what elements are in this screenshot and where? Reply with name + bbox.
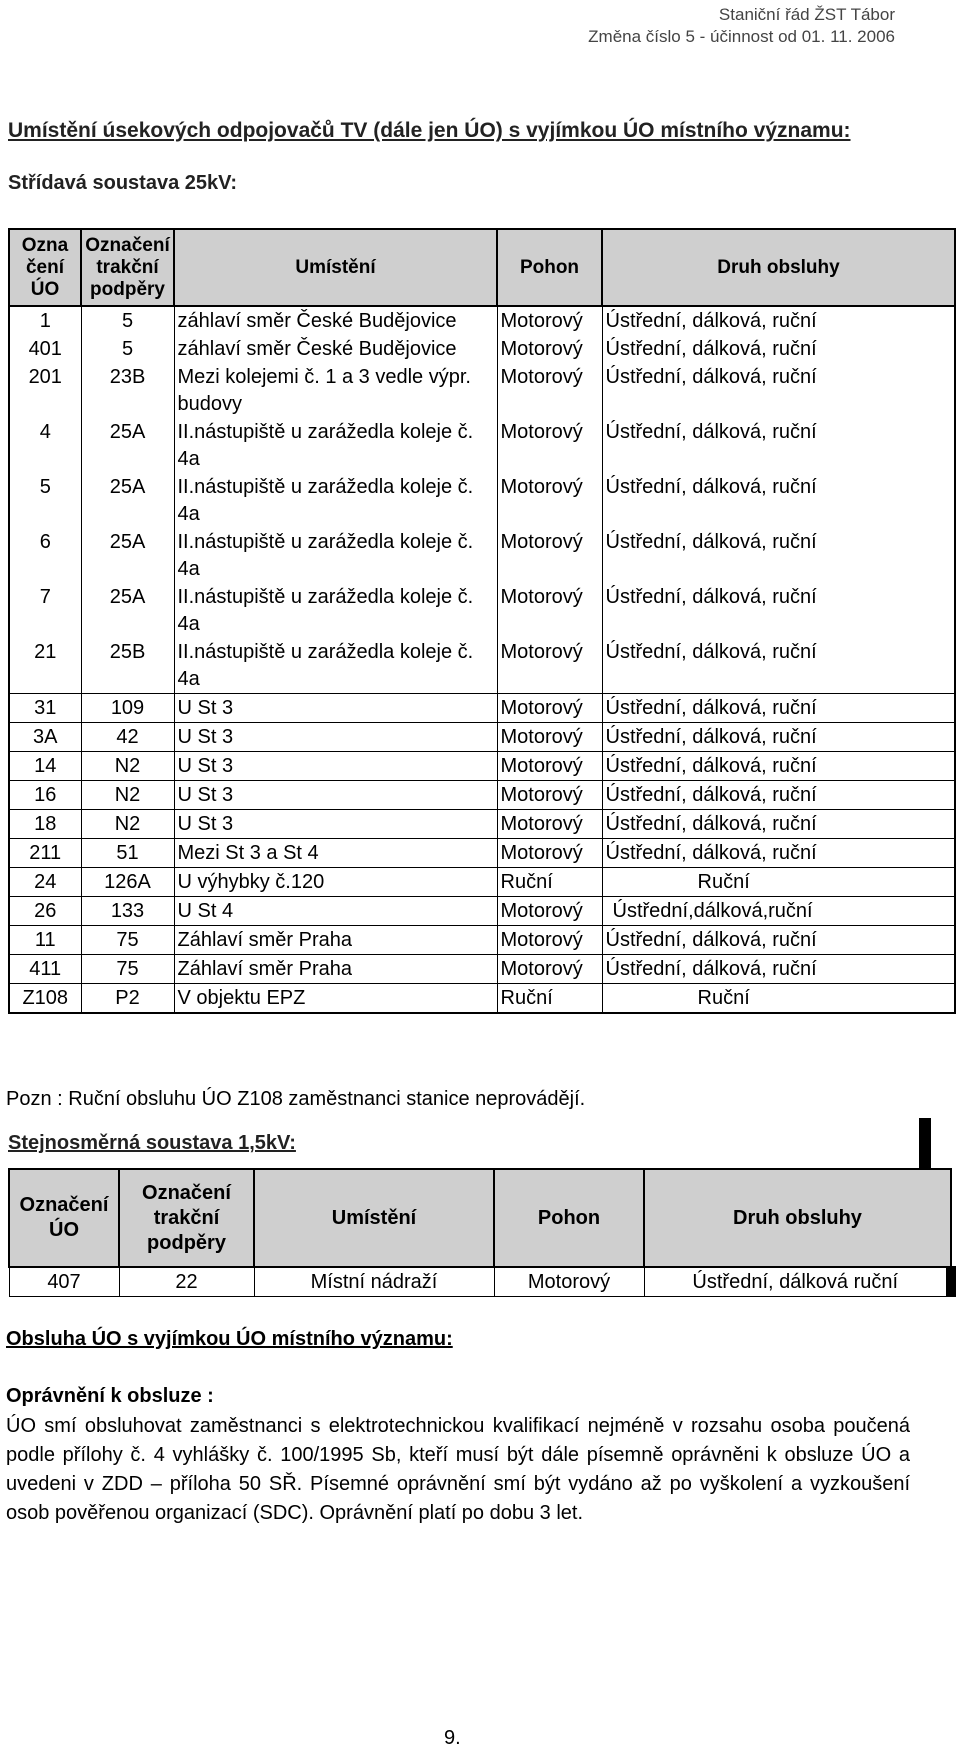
cell-uo: 5 bbox=[9, 473, 81, 528]
cell-podpera: 109 bbox=[81, 694, 174, 723]
cell-pohon: Motorový bbox=[497, 752, 602, 781]
cell-pohon: Ruční bbox=[497, 868, 602, 897]
table-row bbox=[9, 984, 955, 1014]
table-row bbox=[9, 473, 955, 528]
cell-podpera: 25A bbox=[81, 418, 174, 473]
cell-uo: 14 bbox=[9, 752, 81, 781]
cell-umisteni: U St 3 bbox=[174, 752, 497, 781]
page-header bbox=[588, 4, 895, 48]
cell-obsluha: Ústřední, dálková, ruční bbox=[602, 306, 955, 335]
cell-umisteni: II.nástupiště u zarážedla koleje č. 4a bbox=[174, 583, 497, 638]
col-header-pohon: Pohon bbox=[494, 1169, 644, 1267]
col-header-podpera: Označení trakční podpěry bbox=[119, 1169, 254, 1267]
cell-obsluha: Ústřední, dálková, ruční bbox=[602, 363, 955, 418]
cell-umisteni: II.nástupiště u zarážedla koleje č. 4a bbox=[174, 418, 497, 473]
table-row bbox=[9, 752, 955, 781]
cell-umisteni: záhlaví směr České Budějovice bbox=[174, 306, 497, 335]
cell-podpera: N2 bbox=[81, 810, 174, 839]
cell-pohon: Motorový bbox=[497, 723, 602, 752]
cell-obsluha: Ústřední, dálková, ruční bbox=[602, 781, 955, 810]
table-row bbox=[9, 335, 955, 363]
cell-umisteni: Záhlaví směr Praha bbox=[174, 955, 497, 984]
cell-obsluha: Ústřední, dálková, ruční bbox=[602, 583, 955, 638]
table-row bbox=[9, 723, 955, 752]
cell-pohon: Motorový bbox=[497, 473, 602, 528]
cell-pohon: Motorový bbox=[497, 694, 602, 723]
col-header-uo: Označení ÚO bbox=[9, 1169, 119, 1267]
cell-uo: 24 bbox=[9, 868, 81, 897]
cell-pohon: Motorový bbox=[497, 335, 602, 363]
cell-pohon: Motorový bbox=[497, 638, 602, 694]
table-row bbox=[9, 926, 955, 955]
cell-podpera: 23B bbox=[81, 363, 174, 418]
cell-podpera: 133 bbox=[81, 897, 174, 926]
cell-pohon: Motorový bbox=[497, 418, 602, 473]
document-title: Umístění úsekových odpojovačů TV (dále jen ÚO) s vyjímkou ÚO místního významu: bbox=[8, 119, 851, 142]
cell-pohon: Motorový bbox=[494, 1267, 644, 1297]
cell-umisteni: záhlaví směr České Budějovice bbox=[174, 335, 497, 363]
cell-pohon: Motorový bbox=[497, 955, 602, 984]
cell-obsluha: Ústřední, dálková, ruční bbox=[602, 473, 955, 528]
cell-obsluha: Ústřední, dálková, ruční bbox=[602, 955, 955, 984]
cell-uo: 16 bbox=[9, 781, 81, 810]
cell-pohon: Motorový bbox=[497, 897, 602, 926]
section-title-dc: Stejnosměrná soustava 1,5kV: bbox=[8, 1132, 296, 1154]
table-row bbox=[9, 868, 955, 897]
cell-obsluha: Ruční bbox=[602, 868, 955, 897]
table-row bbox=[9, 781, 955, 810]
cell-uo: 401 bbox=[9, 335, 81, 363]
table-row bbox=[9, 810, 955, 839]
cell-umisteni: Mezi St 3 a St 4 bbox=[174, 839, 497, 868]
cell-umisteni: II.nástupiště u zarážedla koleje č. 4a bbox=[174, 473, 497, 528]
cell-pohon: Motorový bbox=[497, 926, 602, 955]
section-title-ac: Střídavá soustava 25kV: bbox=[8, 172, 238, 194]
col-header-uo: Ozna čení ÚO bbox=[9, 229, 81, 306]
cell-obsluha: Ústřední, dálková, ruční bbox=[602, 335, 955, 363]
cell-pohon: Motorový bbox=[497, 528, 602, 583]
table-row bbox=[9, 638, 955, 694]
cell-uo: 6 bbox=[9, 528, 81, 583]
cell-pohon: Motorový bbox=[497, 839, 602, 868]
cell-umisteni: U St 3 bbox=[174, 723, 497, 752]
cell-podpera: 75 bbox=[81, 926, 174, 955]
cell-obsluha: Ústřední, dálková, ruční bbox=[602, 528, 955, 583]
cell-podpera: N2 bbox=[81, 752, 174, 781]
cell-pohon: Motorový bbox=[497, 363, 602, 418]
cell-uo: 18 bbox=[9, 810, 81, 839]
cell-uo: 201 bbox=[9, 363, 81, 418]
cell-uo: 11 bbox=[9, 926, 81, 955]
table-row bbox=[9, 418, 955, 473]
cell-umisteni: Místní nádraží bbox=[254, 1267, 494, 1297]
cell-uo: 211 bbox=[9, 839, 81, 868]
col-header-obsluha: Druh obsluhy bbox=[602, 229, 955, 306]
cell-podpera: N2 bbox=[81, 781, 174, 810]
cell-obsluha: Ústřední, dálková, ruční bbox=[602, 926, 955, 955]
cell-podpera: 5 bbox=[81, 335, 174, 363]
table-row bbox=[9, 306, 955, 335]
cell-uo: Z108 bbox=[9, 984, 81, 1014]
cell-uo: 7 bbox=[9, 583, 81, 638]
cell-podpera: 5 bbox=[81, 306, 174, 335]
table-row bbox=[9, 528, 955, 583]
cell-pohon: Motorový bbox=[497, 781, 602, 810]
cell-obsluha: Ústřední, dálková, ruční bbox=[602, 810, 955, 839]
cell-umisteni: U St 3 bbox=[174, 810, 497, 839]
cell-obsluha: Ústřední, dálková, ruční bbox=[602, 418, 955, 473]
cell-pohon: Motorový bbox=[497, 583, 602, 638]
cell-umisteni: U výhybky č.120 bbox=[174, 868, 497, 897]
col-header-umisteni: Umístění bbox=[174, 229, 497, 306]
cell-podpera: 25A bbox=[81, 528, 174, 583]
opravneni-paragraph: ÚO smí obsluhovat zaměstnanci s elektrotechnickou kvalifikací nejméně v rozsahu osoba poučená podle přílohy č. 4 vyhlášky č. 100/1995 Sb, kteří musí být dále písemně oprávněni k obsluze ÚO a uvedeni v ZDD – příloha 50 SŘ. Písemné oprávnění smí být vydáno až po vyškolení a vyzkoušení osob pověřenou organizací (SDC). Oprávnění platí po dobu 3 let. bbox=[6, 1415, 910, 1524]
cell-uo: 26 bbox=[9, 897, 81, 926]
table-row bbox=[9, 897, 955, 926]
cell-uo: 411 bbox=[9, 955, 81, 984]
page-number: 9. bbox=[444, 1727, 461, 1749]
cell-podpera: 25A bbox=[81, 583, 174, 638]
cell-umisteni: II.nástupiště u zarážedla koleje č. 4a bbox=[174, 528, 497, 583]
cell-umisteni: Záhlaví směr Praha bbox=[174, 926, 497, 955]
opravneni-heading: Oprávnění k obsluze : bbox=[6, 1385, 214, 1407]
cell-podpera: P2 bbox=[81, 984, 174, 1014]
header-line2: Změna číslo 5 - účinnost od 01. 11. 2006 bbox=[588, 27, 895, 46]
cell-umisteni: Mezi kolejemi č. 1 a 3 vedle výpr. budovy bbox=[174, 363, 497, 418]
cell-obsluha: Ústřední,dálková,ruční bbox=[602, 897, 955, 926]
cell-umisteni: U St 4 bbox=[174, 897, 497, 926]
table-row bbox=[9, 1267, 951, 1297]
col-header-umisteni: Umístění bbox=[254, 1169, 494, 1267]
col-header-obsluha: Druh obsluhy bbox=[644, 1169, 951, 1267]
cell-obsluha: Ústřední, dálková, ruční bbox=[602, 752, 955, 781]
cell-podpera: 51 bbox=[81, 839, 174, 868]
cell-umisteni: V objektu EPZ bbox=[174, 984, 497, 1014]
cell-podpera: 42 bbox=[81, 723, 174, 752]
cell-umisteni: U St 3 bbox=[174, 694, 497, 723]
table-row bbox=[9, 363, 955, 418]
table-row bbox=[9, 583, 955, 638]
cell-pohon: Motorový bbox=[497, 810, 602, 839]
table-row bbox=[9, 839, 955, 868]
dc-disconnectors-table bbox=[8, 1168, 956, 1297]
cell-uo: 4 bbox=[9, 418, 81, 473]
table-row bbox=[9, 694, 955, 723]
cell-pohon: Ruční bbox=[497, 984, 602, 1014]
col-header-podpera: Označení trakční podpěry bbox=[81, 229, 174, 306]
cell-obsluha: Ústřední, dálková, ruční bbox=[602, 839, 955, 868]
cell-podpera: 75 bbox=[81, 955, 174, 984]
note: Pozn : Ruční obsluhu ÚO Z108 zaměstnanci stanice neprovádějí. bbox=[6, 1088, 586, 1110]
cell-umisteni: II.nástupiště u zarážedla koleje č. 4a bbox=[174, 638, 497, 694]
cell-podpera: 22 bbox=[119, 1267, 254, 1297]
cell-obsluha: Ústřední, dálková, ruční bbox=[602, 694, 955, 723]
col-header-pohon: Pohon bbox=[497, 229, 602, 306]
cell-uo: 31 bbox=[9, 694, 81, 723]
obsluha-heading: Obsluha ÚO s vyjímkou ÚO místního významu: bbox=[6, 1328, 453, 1350]
table-row bbox=[9, 955, 955, 984]
cell-podpera: 25B bbox=[81, 638, 174, 694]
cell-obsluha: Ústřední, dálková, ruční bbox=[602, 723, 955, 752]
ac-disconnectors-table bbox=[8, 228, 956, 1014]
cell-obsluha: Ústřední, dálková, ruční bbox=[602, 638, 955, 694]
cell-uo: 407 bbox=[9, 1267, 119, 1297]
cell-uo: 21 bbox=[9, 638, 81, 694]
cell-pohon: Motorový bbox=[497, 306, 602, 335]
cell-uo: 3A bbox=[9, 723, 81, 752]
cell-obsluha: Ústřední, dálková ruční bbox=[644, 1267, 951, 1297]
margin-change-bar bbox=[919, 1118, 931, 1170]
cell-umisteni: U St 3 bbox=[174, 781, 497, 810]
cell-obsluha: Ruční bbox=[602, 984, 955, 1014]
header-line1: Staniční řád ŽST Tábor bbox=[718, 5, 895, 24]
cell-podpera: 25A bbox=[81, 473, 174, 528]
cell-uo: 1 bbox=[9, 306, 81, 335]
cell-podpera: 126A bbox=[81, 868, 174, 897]
